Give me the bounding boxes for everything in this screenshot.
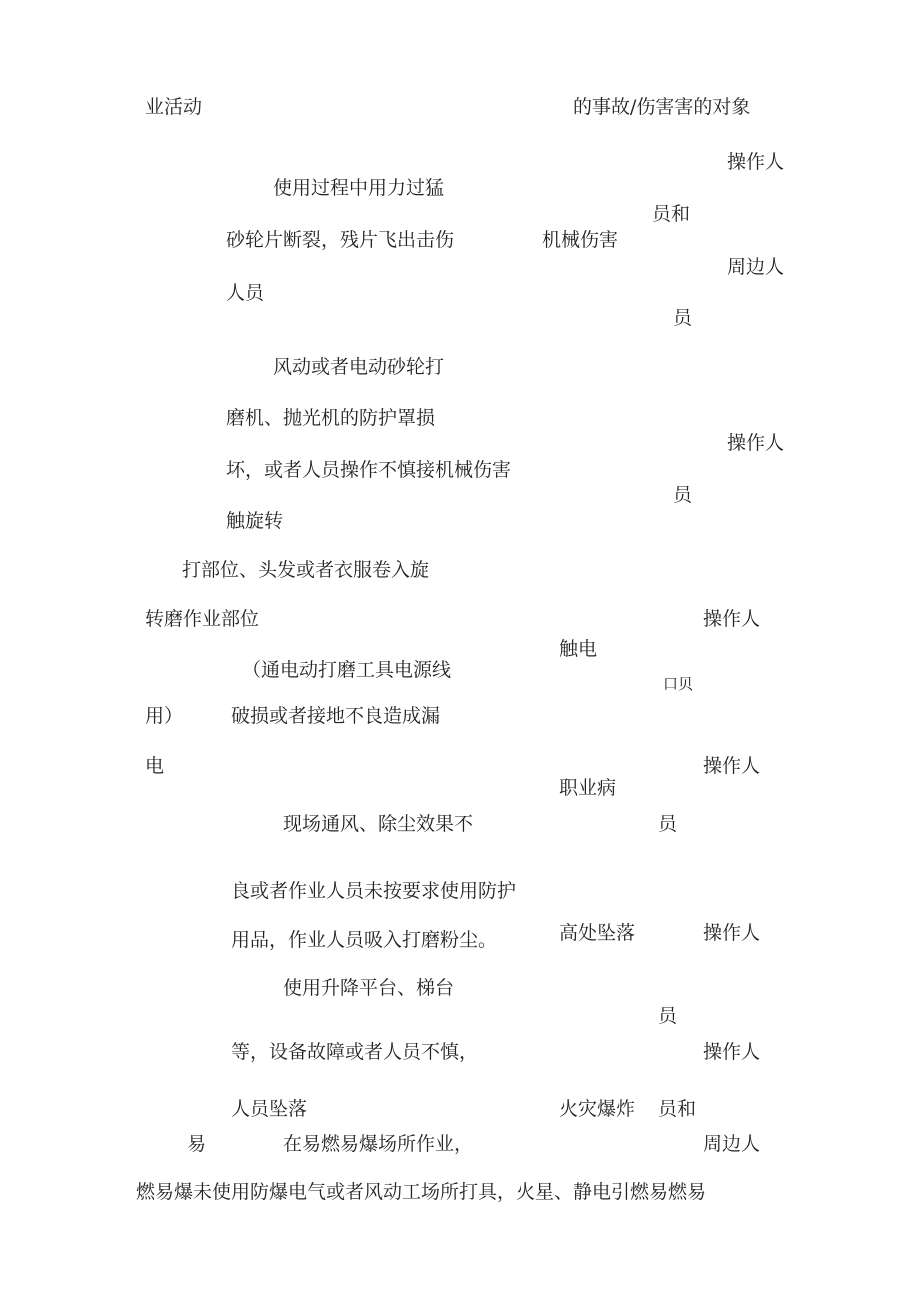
text-line: 触电 <box>559 638 598 660</box>
text-line: 电 <box>145 755 165 777</box>
text-line: 操作人 <box>703 755 761 777</box>
text-line: 砂轮片断裂，残片飞出击伤 <box>226 229 455 251</box>
text-line: 坏，或者人员操作不慎接机械伤害 <box>226 459 512 481</box>
text-line: 磨机、抛光机的防护罩损 <box>226 407 436 429</box>
text-line: 用品，作业人员吸入打磨粉尘。 <box>231 929 498 951</box>
text-line: （通电动打磨工具电源线 <box>242 659 452 681</box>
text-line: 员 <box>673 307 693 329</box>
text-line: 使用升降平台、梯台 <box>283 977 455 999</box>
text-line: 易 <box>187 1133 207 1155</box>
text-line: 周边人 <box>727 256 785 278</box>
text-line: 业活动 <box>145 96 203 118</box>
text-line: 良或者作业人员未按要求使用防护 <box>231 880 517 902</box>
text-line: 员 <box>658 813 678 835</box>
text-line: 等，设备故障或者人员不慎， <box>231 1041 479 1063</box>
text-line: 在易燃易爆场所作业， <box>283 1133 474 1155</box>
text-line: 高处坠落 <box>559 922 636 944</box>
text-line: 转磨作业部位 <box>145 608 260 630</box>
text-line: 操作人 <box>703 608 761 630</box>
text-line: 风动或者电动砂轮打 <box>273 356 445 378</box>
text-line: 操作人 <box>703 1041 761 1063</box>
text-line: 职业病 <box>559 777 617 799</box>
text-line: 操作人 <box>727 432 785 454</box>
text-line: 打部位、头发或者衣服卷入旋 <box>182 559 430 581</box>
text-line: 火灾爆炸 <box>559 1098 636 1120</box>
text-line: 员和 <box>658 1098 697 1120</box>
text-line: 员和 <box>652 203 691 225</box>
text-line: 周边人 <box>703 1133 761 1155</box>
text-line: 触旋转 <box>226 510 284 532</box>
text-line: 员 <box>658 1005 678 1027</box>
text-line: 现场通风、除尘效果不 <box>283 813 474 835</box>
text-line: 用） <box>145 705 184 727</box>
text-line: 破损或者接地不良造成漏 <box>231 705 441 727</box>
text-line: 人员 <box>226 282 265 304</box>
column-header: 的事故/伤害害的对象 <box>573 96 751 118</box>
text-line: 人员坠落 <box>231 1098 308 1120</box>
text-line: 员 <box>673 484 693 506</box>
text-line: 燃易爆未使用防爆电气或者风动工场所打具，火星、静电引燃易燃易 <box>136 1181 707 1203</box>
text-line: 操作人 <box>727 151 785 173</box>
text-line: 操作人 <box>703 922 761 944</box>
text-line: 机械伤害 <box>542 229 619 251</box>
text-line: 口贝 <box>663 675 694 693</box>
text-line: 使用过程中用力过猛 <box>273 177 445 199</box>
